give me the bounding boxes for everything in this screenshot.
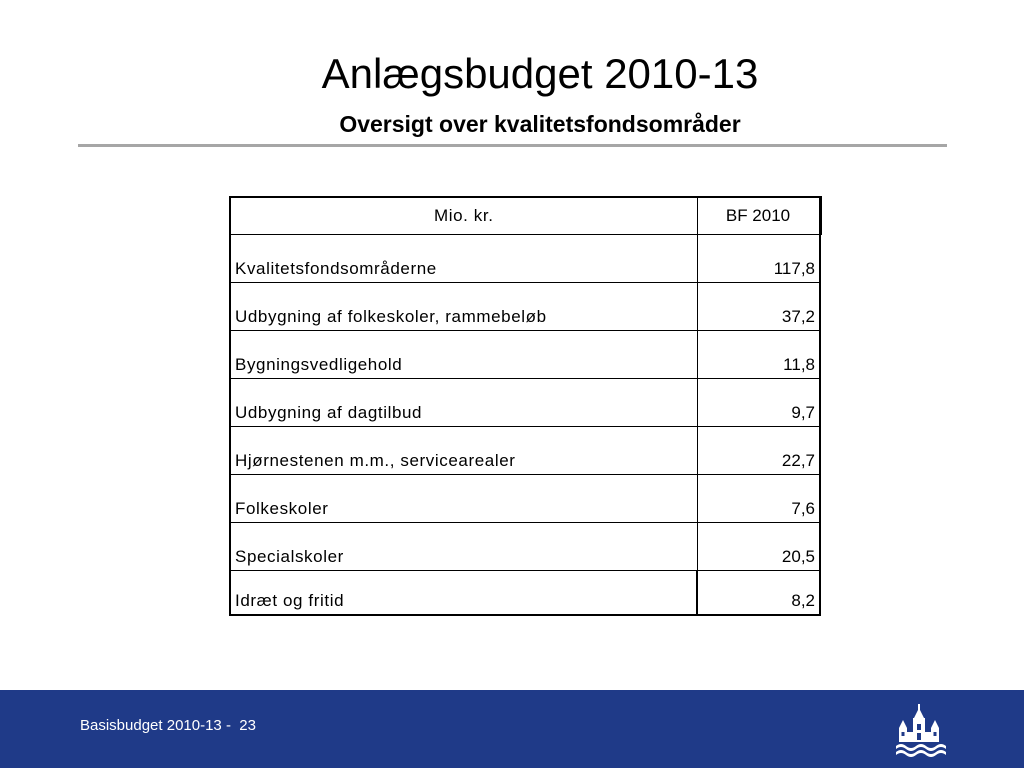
row-value: 8,2	[697, 571, 820, 616]
row-label: Idræt og fritid	[230, 571, 697, 616]
column-header-unit: Mio. kr.	[230, 197, 697, 235]
row-label: Udbygning af folkeskoler, rammebeløb	[230, 283, 697, 331]
title-divider	[78, 144, 947, 147]
row-label: Bygningsvedligehold	[230, 331, 697, 379]
row-value: 20,5	[697, 523, 820, 571]
row-label: Folkeskoler	[230, 475, 697, 523]
table-row	[230, 235, 820, 283]
row-label: Udbygning af dagtilbud	[230, 379, 697, 427]
table-row	[230, 283, 820, 331]
row-label: Specialskoler	[230, 523, 697, 571]
budget-table	[229, 196, 822, 616]
row-label: Hjørnestenen m.m., servicearealer	[230, 427, 697, 475]
slide-title: Anlægsbudget 2010-13	[321, 50, 759, 97]
row-value: 37,2	[697, 283, 820, 331]
row-value: 22,7	[697, 427, 820, 475]
table-row	[230, 427, 820, 475]
table-header-row	[230, 197, 820, 235]
table-row	[230, 379, 820, 427]
city-emblem-icon	[892, 702, 946, 758]
column-header-bf2010: BF 2010	[697, 197, 820, 235]
row-label: Kvalitetsfondsområderne	[230, 235, 697, 283]
table-row	[230, 523, 820, 571]
row-value: 117,8	[697, 235, 820, 283]
footer-text: Basisbudget 2010-13 - 23	[80, 717, 256, 734]
row-value: 7,6	[697, 475, 820, 523]
footer-bar	[0, 690, 1024, 768]
table-row	[230, 331, 820, 379]
row-value: 11,8	[697, 331, 820, 379]
slide-subtitle: Oversigt over kvalitetsfondsområder	[339, 111, 741, 137]
table-row	[230, 475, 820, 523]
row-value: 9,7	[697, 379, 820, 427]
table-row	[230, 571, 820, 616]
